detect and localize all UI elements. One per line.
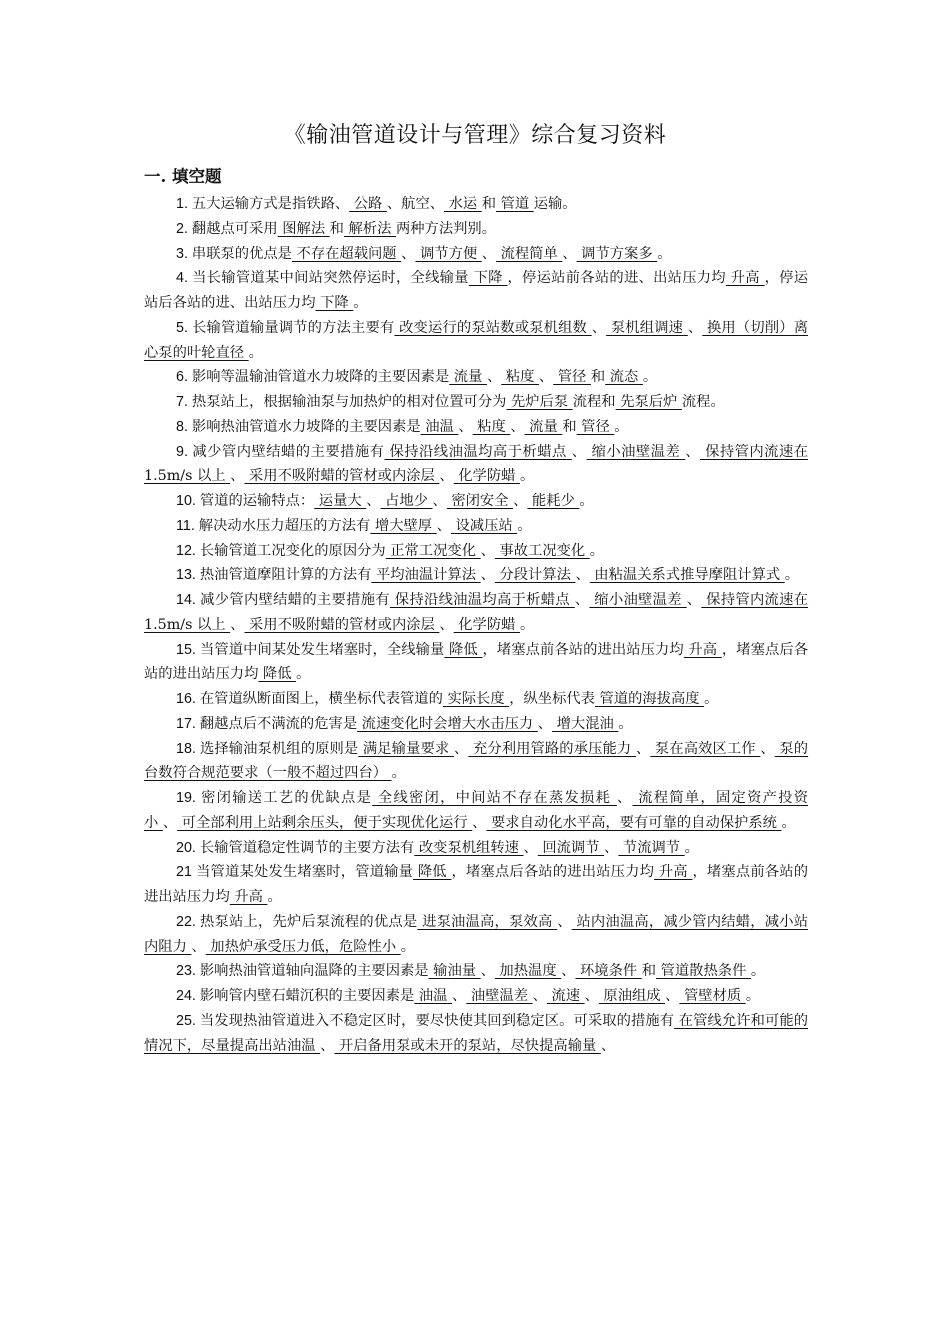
question-item: 13. 热油管道摩阻计算的方法有 平均油温计算法 、 分段计算法 、 由粘温关系式推导摩阻计算式 。 (176, 567, 800, 584)
answer-blank: 开启备用泵或未开的泵站，尽快提高输量 (334, 1037, 601, 1054)
document-title: 《输油管道设计与管理》综合复习资料 (283, 123, 667, 148)
answer-blank: 正常工况变化 (385, 542, 481, 559)
question-item: 2. 翻越点可采用 图解法 和 解析法 两种方法判别。 (176, 220, 497, 237)
question-number: 25. (176, 1012, 200, 1029)
answer-blank: 降低 (258, 666, 297, 683)
question-item: 3. 串联泵的优点是 不存在超载问题 、 调节方便 、 流程简单 、 调节方案多 。 (176, 245, 672, 262)
question-number: 19. (176, 790, 202, 806)
answer-blank: 油壁温差 (466, 988, 533, 1004)
question-number: 21 (176, 864, 197, 881)
answer-blank: 降低 (413, 864, 452, 881)
question-item: 17. 翻越点后不满流的危害是 流速变化时会增大水击压力 、 增大混油 。 (176, 715, 633, 732)
answer-blank: 全线密闭，中间站不存在蒸发损耗 (372, 790, 617, 806)
answer-blank: 下降 (468, 270, 508, 287)
answer-blank: 密闭安全 (446, 493, 514, 509)
answer-blank: 泵在高效区工作 (650, 740, 761, 757)
question-number: 12. (176, 542, 200, 559)
answer-blank: 占地少 (380, 493, 433, 509)
question-number: 22. (176, 913, 201, 930)
question-item: 16. 在管道纵断面图上，横坐标代表管道的 实际长度 ，纵坐标代表 管道的海拔高度 。 (176, 691, 719, 707)
question-number: 20. (176, 839, 200, 856)
answer-blank: 原油组成 (598, 988, 666, 1004)
answer-blank: 解析法 (343, 220, 396, 237)
question-item: 11. 解决动水压力超压的方法有 增大壁厚 、 设减压站 。 (176, 517, 532, 534)
answer-blank: 进泵油温高，泵效高 (417, 913, 558, 930)
answer-blank: 要求自动化水平高，要有可靠的自动保护系统 (486, 814, 782, 831)
question-number: 16. (176, 691, 200, 707)
answer-blank: 在管线允许和可能的情况下，尽量提高出站油温 (144, 1012, 808, 1054)
question-number: 17. (176, 715, 200, 732)
answer-blank: 水运 (444, 196, 482, 212)
answer-blank: 能耗少 (527, 493, 580, 509)
answer-blank: 泵机组调速 (606, 319, 688, 336)
answer-blank: 缩小油壁温差 (586, 443, 686, 460)
question-item: 15. 当管道中间某处发生堵塞时，全线输量 降低 ，堵塞点前各站的进出站压力均 升高 ，堵塞点后各站的进出站压力均 降低 。 (144, 641, 809, 683)
answer-blank: 保持管内流速在 1.5m/s 以上 (144, 592, 809, 633)
answer-blank: 调节方案多 (576, 245, 658, 262)
answer-blank: 流量 (524, 418, 563, 435)
answer-blank: 降低 (444, 641, 483, 658)
question-item: 23. 影响热油管道轴向温降的主要因素是 输油量 、 加热温度 、 环境条件 和 管道散热条件 。 (176, 963, 766, 980)
answer-blank: 流速 (546, 988, 585, 1004)
answer-blank: 先炉后泵 (506, 394, 573, 410)
question-number: 1. (176, 196, 192, 212)
question-number: 9. (176, 443, 193, 460)
answer-blank: 油温 (420, 418, 459, 435)
question-item: 5. 长输管道输量调节的方法主要有 改变运行的泵站数或泵机组数 、 泵机组调速 、 换用（切削）离心泵的叶轮直径 。 (144, 319, 808, 361)
answer-blank: 改变泵机组转速 (414, 839, 524, 856)
question-number: 18. (176, 740, 200, 757)
answer-blank: 化学防蜡 (453, 468, 520, 485)
question-number: 10. (176, 493, 200, 509)
answer-blank: 流程简单 (496, 245, 563, 262)
question-item: 6. 影响等温输油管道水力坡降的主要因素是 流量 、 粘度 、 管径 和 流态 。 (176, 369, 658, 386)
answer-blank: 流速变化时会增大水击压力 (357, 715, 538, 732)
answer-blank: 满足输量要求 (358, 740, 454, 757)
answer-blank: 保持管内流速在 1.5m/s 以上 (144, 443, 809, 485)
question-item: 14. 减少管内壁结蜡的主要措施有 保持沿线油温均高于析蜡点 、 缩小油壁温差 、 保持管内流速在 1.5m/s 以上 、 采用不吸附蜡的管材或内涂层 、 化学防蜡 。 (144, 592, 809, 633)
answer-blank: 充分利用管路的承压能力 (468, 740, 636, 757)
question-list (144, 192, 808, 1058)
question-item: 7. 热泵站上，根据输油泵与加热炉的相对位置可分为 先炉后泵 流程和 先泵后炉 流程。 (176, 394, 725, 410)
question-item: 8. 影响热油管道水力坡降的主要因素是 油温 、 粘度 、 流量 和 管径 。 (176, 418, 629, 435)
question-item: 18. 选择输油泵机组的原则是 满足输量要求 、 充分利用管路的承压能力 、 泵在高效区工作 、 泵的台数符合规范要求（一般不超过四台） 。 (144, 740, 809, 782)
question-item: 24. 影响管内壁石蜡沉积的主要因素是 油温 、 油壁温差 、 流速 、 原油组成 、 管壁材质 。 (176, 988, 761, 1004)
question-number: 8. (176, 418, 192, 435)
question-item: 4. 当长输管道某中间站突然停运时，全线输量 下降 ，停运站前各站的进、出站压力均 升高 ，停运站后各站的进、出站压力均 下降 。 (144, 270, 809, 311)
question-number: 3. (176, 245, 192, 262)
answer-blank: 公路 (349, 196, 387, 212)
answer-blank: 管道的海拔高度 (594, 691, 705, 707)
answer-blank: 可全部利用上站剩余压头，便于实现优化运行 (177, 814, 473, 831)
answer-blank: 保持沿线油温均高于析蜡点 (384, 443, 572, 460)
answer-blank: 流量 (449, 369, 487, 386)
question-number: 24. (176, 988, 200, 1004)
answer-blank: 运量大 (314, 493, 367, 509)
answer-blank: 采用不吸附蜡的管材或内涂层 (244, 468, 440, 485)
answer-blank: 管径 (553, 369, 591, 386)
question-number: 2. (176, 220, 192, 237)
answer-blank: 输油量 (428, 963, 481, 980)
answer-blank: 图解法 (277, 220, 330, 237)
question-number: 23. (176, 963, 200, 980)
answer-blank: 管壁材质 (679, 988, 746, 1004)
answer-blank: 加热炉承受压力低，危险性小 (205, 938, 401, 955)
answer-blank: 站内油温高，减少管内结蜡，减小站内阻力 (144, 913, 809, 955)
question-item: 22. 热泵站上，先炉后泵流程的优点是 进泵油温高，泵效高 、 站内油温高，减少管内结蜡，减小站内阻力 、 加热炉承受压力低，危险性小 。 (144, 913, 809, 955)
answer-blank: 粘度 (501, 369, 539, 386)
answer-blank: 油温 (414, 988, 452, 1004)
answer-blank: 流态 (605, 369, 643, 386)
section-heading: 一. 填空题 (144, 167, 222, 186)
question-item: 9. 减少管内壁结蜡的主要措施有 保持沿线油温均高于析蜡点 、 缩小油壁温差 、 保持管内流速在 1.5m/s 以上 、 采用不吸附蜡的管材或内涂层 、 化学防蜡 。 (144, 443, 809, 485)
answer-blank: 保持沿线油温均高于析蜡点 (389, 592, 575, 608)
question-number: 7. (176, 394, 192, 410)
answer-blank: 增大壁厚 (370, 517, 437, 534)
answer-blank: 平均油温计算法 (371, 567, 481, 584)
question-item: 1. 五大运输方式是指铁路、 公路 、航空、 水运 和 管道 运输。 (176, 196, 577, 212)
answer-blank: 流程简单，固定资产投资小 (144, 790, 809, 831)
question-item: 20. 长输管道稳定性调节的主要方法有 改变泵机组转速 、 回流调节 、 节流调节 。 (176, 839, 699, 856)
answer-blank: 事故工况变化 (494, 542, 590, 559)
question-number: 5. (176, 319, 193, 336)
answer-blank: 换用（切削）离心泵的叶轮直径 (144, 319, 808, 361)
question-item: 10. 管道的运输特点： 运量大 、 占地少 、 密闭安全 、 能耗少 。 (176, 493, 594, 509)
answer-blank: 实际长度 (442, 691, 510, 707)
answer-blank: 管道 (496, 196, 534, 212)
question-item: 12. 长输管道工况变化的原因分为 正常工况变化 、 事故工况变化 。 (176, 542, 605, 559)
answer-blank: 增大混油 (552, 715, 619, 732)
answer-blank: 泵的台数符合规范要求（一般不超过四台） (144, 740, 809, 782)
answer-blank: 先泵后炉 (615, 394, 682, 410)
answer-blank: 升高 (229, 889, 268, 905)
question-number: 4. (176, 270, 193, 287)
answer-blank: 管道散热条件 (656, 963, 751, 980)
answer-blank: 粘度 (472, 418, 511, 435)
answer-blank: 升高 (683, 641, 722, 658)
answer-blank: 采用不吸附蜡的管材或内涂层 (244, 616, 440, 633)
question-item: 19. 密闭输送工艺的优缺点是 全线密闭，中间站不存在蒸发损耗 、 流程简单，固定资产投资小 、 可全部利用上站剩余压头，便于实现优化运行 、 要求自动化水平高，要有可靠的自动保护系统 。 (144, 790, 809, 831)
question-number: 6. (176, 369, 192, 386)
answer-blank: 由粘温关系式推导摩阻计算式 (589, 567, 785, 584)
answer-blank: 设减压站 (450, 517, 518, 534)
question-item: 25. 当发现热油管道进入不稳定区时，要尽快使其回到稳定区。可采取的措施有 在管线允许和可能的情况下，尽量提高出站油温 、 开启备用泵或未开的泵站，尽快提高输量 、 (144, 1012, 808, 1054)
question-number: 15. (176, 641, 200, 658)
question-number: 11. (176, 517, 199, 534)
question-number: 13. (176, 567, 200, 584)
answer-blank: 下降 (315, 295, 354, 311)
answer-blank: 化学防蜡 (453, 616, 520, 633)
answer-blank: 调节方便 (415, 245, 482, 262)
answer-blank: 回流调节 (537, 839, 605, 856)
answer-blank: 改变运行的泵站数或泵机组数 (394, 319, 592, 336)
answer-blank: 缩小油壁温差 (589, 592, 687, 608)
answer-blank: 节流调节 (618, 839, 685, 856)
answer-blank: 不存在超载问题 (291, 245, 402, 262)
answer-blank: 分段计算法 (494, 567, 576, 584)
answer-blank: 升高 (654, 864, 693, 881)
question-number: 14. (176, 592, 201, 608)
answer-blank: 环境条件 (575, 963, 642, 980)
question-item: 21 当管道某处发生堵塞时，管道输量 降低 ，堵塞点后各站的进出站压力均 升高 ，堵塞点前各站的进出站压力均 升高 。 (144, 864, 809, 905)
answer-blank: 管径 (576, 418, 615, 435)
answer-blank: 加热温度 (494, 963, 562, 980)
answer-blank: 升高 (725, 270, 765, 287)
